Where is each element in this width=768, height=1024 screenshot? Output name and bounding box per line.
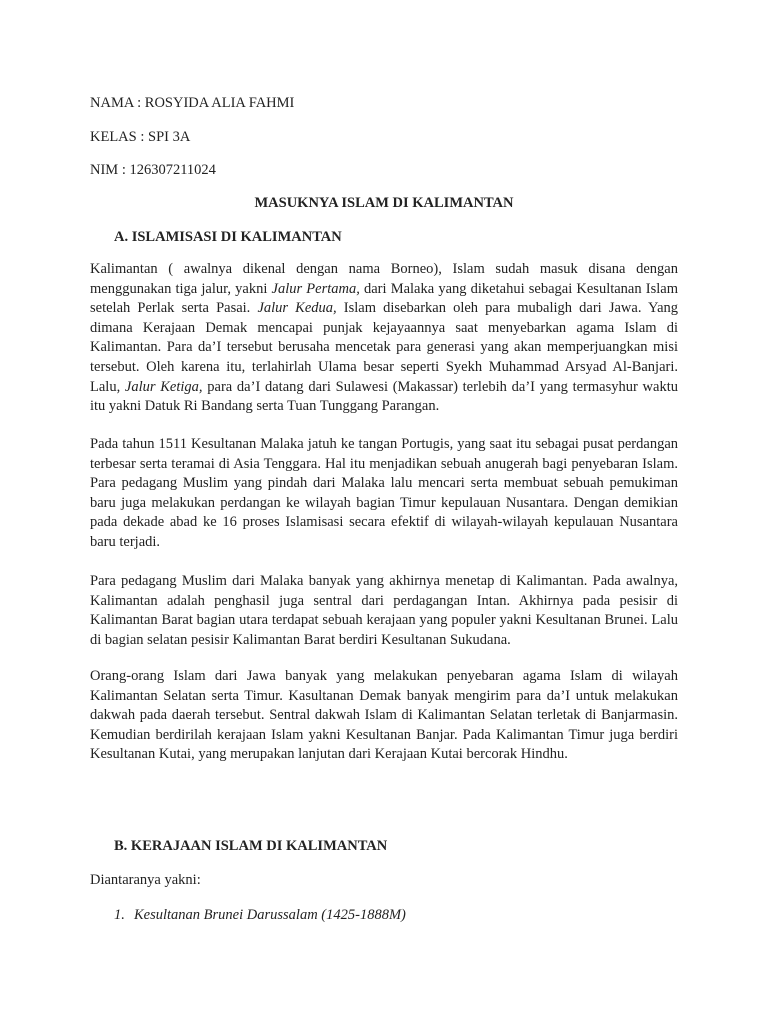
paragraph-1: Kalimantan ( awalnya dikenal dengan nama Borneo), Islam sudah masuk disana dengan menggunakan tiga jalur, yakni Jalur Pertama, dari Malaka yang diketahui sebagai Kesultanan Islam setelah Perlak serta Pasai. Jalur Kedua, Islam disebarkan oleh para mubaligh dari Jawa. Yang dimana Kerajaan Demak mencapai punjak kejayaannya saat menyebarkan agama Islam di Kalimantan. Para da’I tersebut berusaha mencetak para generasi yang akan memperjuangkan misi tersebut. Oleh karena itu, terlahirlah Ulama besar seperti Syekh Muhammad Arsyad Al-Banjari. Lalu, Jalur Ketiga, para da’I datang dari Sulawesi (Makassar) terlebih da’I yang termasyhur waktu itu yakni Datuk Ri Bandang serta Tuan Tunggang Parangan. — [90, 261, 679, 415]
student-name: NAMA : ROSYIDA ALIA FAHMI — [90, 95, 295, 111]
jalur-ketiga: Jalur Ketiga, — [124, 378, 203, 395]
section-b-intro: Diantaranya yakni: — [90, 872, 201, 888]
student-class: KELAS : SPI 3A — [90, 129, 191, 145]
list-number: 1. — [114, 907, 125, 923]
document-title: MASUKNYA ISLAM DI KALIMANTAN — [254, 195, 514, 211]
jalur-kedua: Jalur Kedua, — [257, 300, 337, 317]
jalur-pertama: Jalur Pertama, — [271, 280, 360, 297]
paragraph-2: Pada tahun 1511 Kesultanan Malaka jatuh ke tangan Portugis, yang saat itu sebagai pusat perdangan terbesar serta teramai di Asia Tenggara. Hal itu menjadikan sebuah anugerah bagi penyebaran Islam. Para pedagang Muslim yang pindah dari Malaka lalu mencari serta membuat sebuah pemukiman baru juga melakukan perdangan ke wilayah bagian Timur kepulauan Nusantara. Dengan demikian pada dekade abad ke 16 proses Islamisasi secara efektif di wilayah-wilayah kepulauan Nusantara baru terjadi. — [90, 436, 678, 550]
paragraph-4: Orang-orang Islam dari Jawa banyak yang melakukan penyebaran agama Islam di wilayah Kalimantan Selatan serta Timur. Kasultanan Demak banyak mengirim para da’I untuk melakukan dakwah pada daerah tersebut. Sentral dakwah Islam di Kalimantan Selatan terletak di Banjarmasin. Kemudian berdirilah kerajaan Islam yakni Kesultanan Banjar. Pada Kalimantan Timur juga berdiri Kesultanan Kutai, yang merupakan lanjutan dari Kerajaan Kutai bercorak Hindhu. — [90, 668, 678, 763]
student-nim: NIM : 126307211024 — [90, 162, 216, 178]
section-b-heading: B. KERAJAAN ISLAM DI KALIMANTAN — [114, 838, 388, 854]
list-item — [114, 906, 406, 925]
section-a-heading: A. ISLAMISASI DI KALIMANTAN — [114, 229, 342, 245]
paragraph-3: Para pedagang Muslim dari Malaka banyak yang akhirnya menetap di Kalimantan. Pada awalnya, Kalimantan adalah penghasil juga sentral dari perdagangan Intan. Akhirnya pada pesisir di Kalimantan Barat bagian utara terdapat sebuah kerajaan yang populer yakni Kesultanan Brunei. Lalu di bagian selatan pesisir Kalimantan Barat berdiri Kesultanan Sukudana. — [90, 573, 678, 648]
list-item-text: Kesultanan Brunei Darussalam (1425-1888M) — [134, 907, 406, 923]
